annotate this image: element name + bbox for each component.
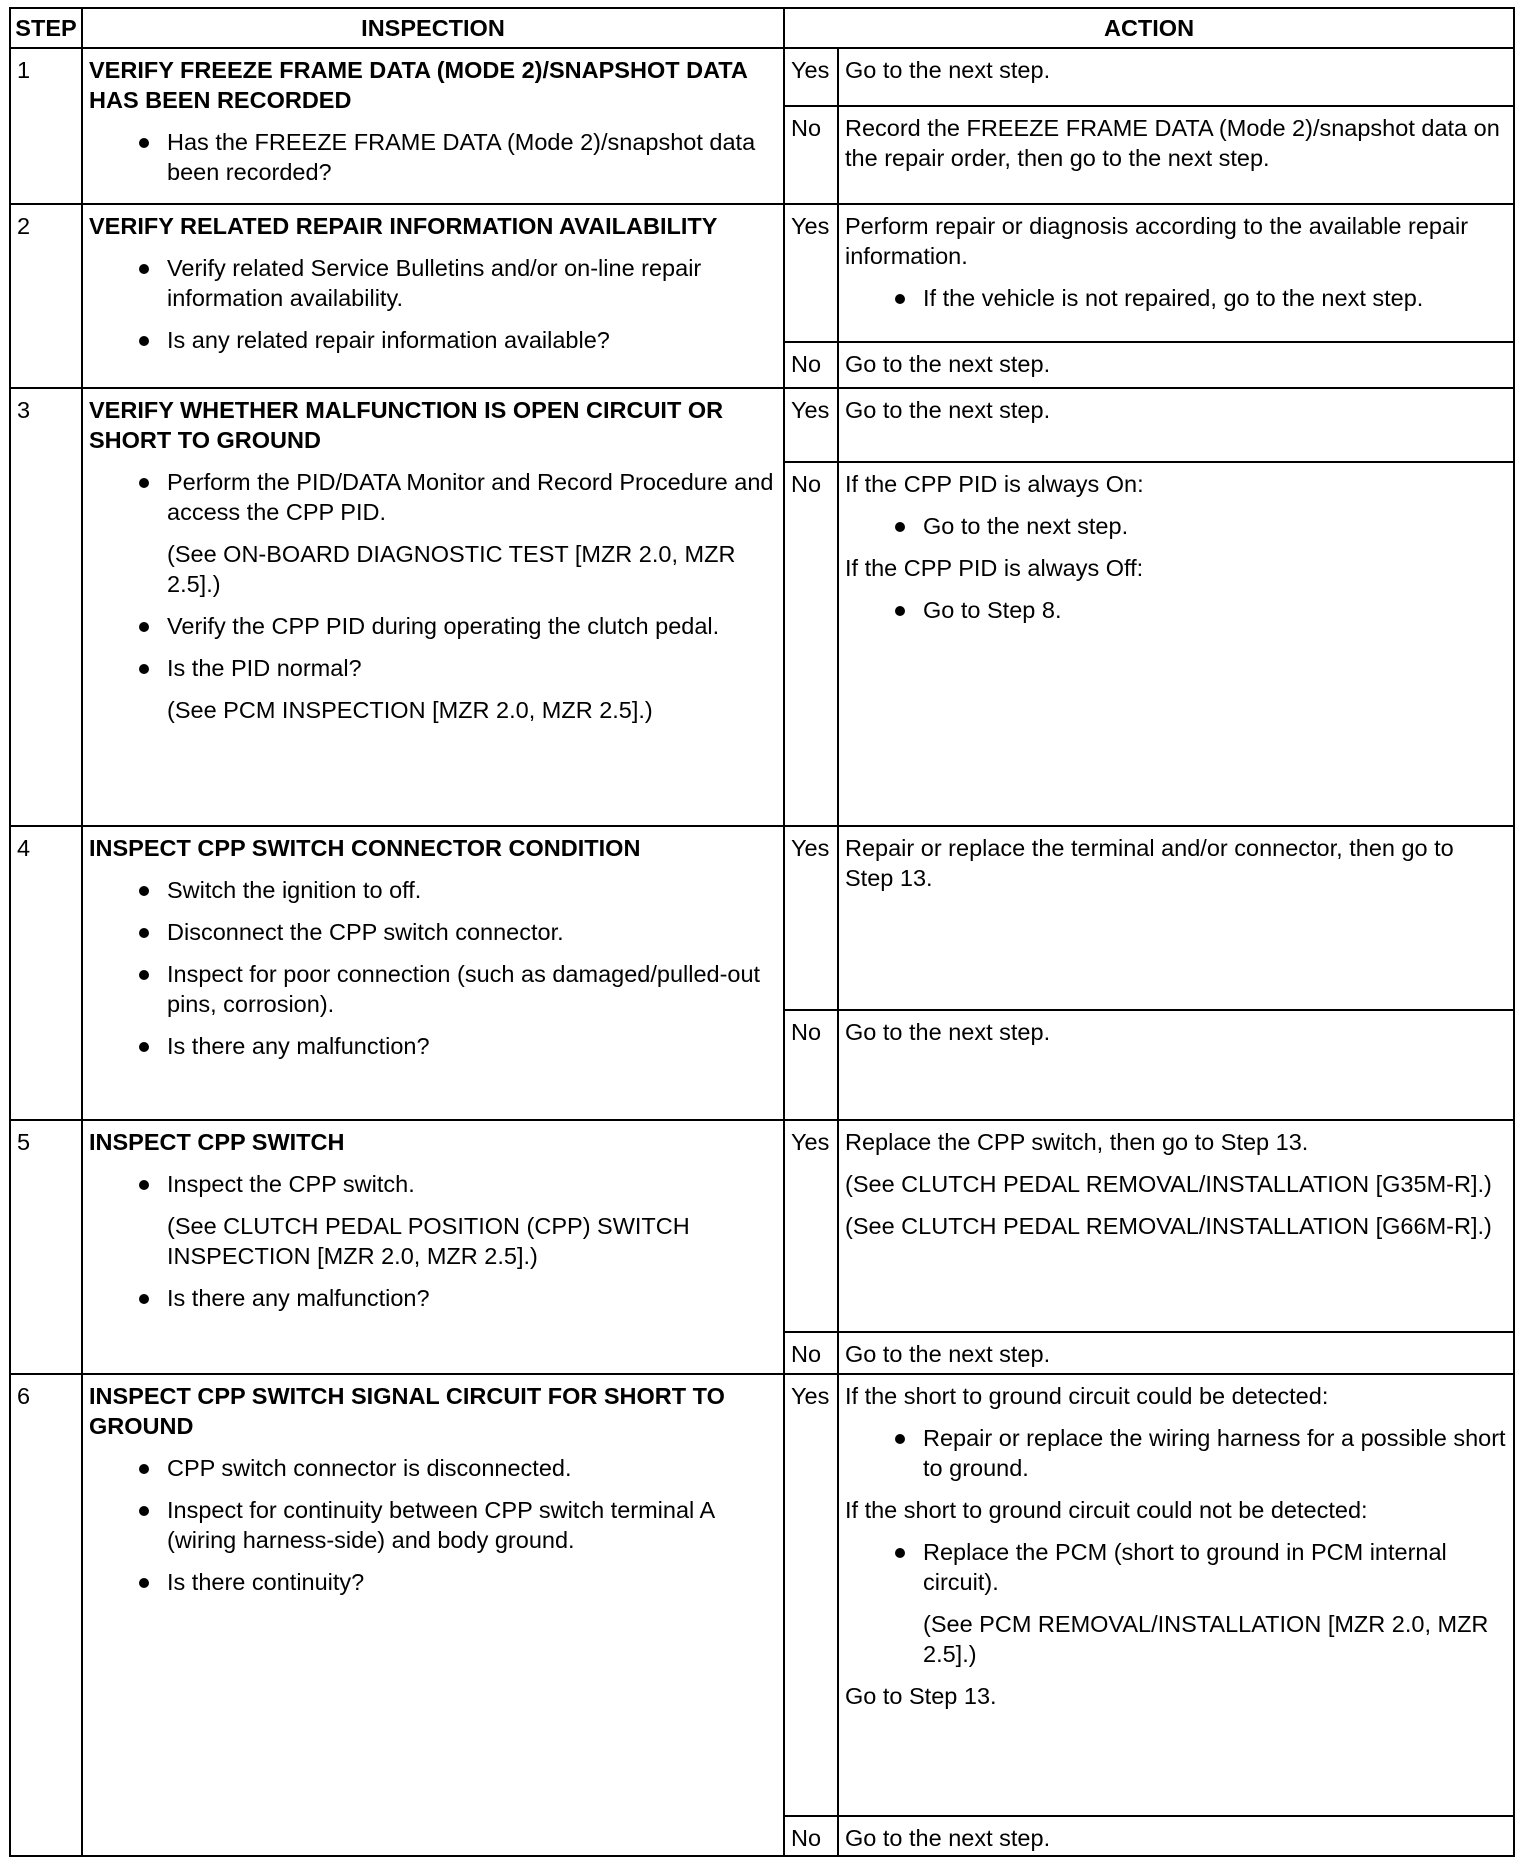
reference-note: (See CLUTCH PEDAL REMOVAL/INSTALLATION [G35M-R].) <box>845 1171 1492 1197</box>
step-number: 1 <box>10 48 82 204</box>
inspection-bullet: Switch the ignition to off. <box>89 875 777 905</box>
final-action: Go to Step 13. <box>845 1683 997 1709</box>
no-action: Go to the next step. <box>838 1816 1514 1856</box>
no-action: Go to the next step. <box>838 1332 1514 1374</box>
step-title: VERIFY FREEZE FRAME DATA (MODE 2)/SNAPSHOT DATA HAS BEEN RECORDED <box>89 57 748 113</box>
action-bullet: Repair or replace the wiring harness for a possible short to ground. <box>845 1423 1507 1483</box>
action-bullet: If the vehicle is not repaired, go to the next step. <box>845 283 1507 313</box>
yes-label: Yes <box>784 204 838 342</box>
step-5-yes-row <box>10 1120 1514 1332</box>
no-label: No <box>784 342 838 388</box>
no-action-cell <box>838 462 1514 826</box>
reference-note: (See ON-BOARD DIAGNOSTIC TEST [MZR 2.0, MZR 2.5].) <box>167 541 736 597</box>
step-2-inspection <box>82 204 784 388</box>
yes-label: Yes <box>784 48 838 106</box>
yes-action-cell <box>838 1120 1514 1332</box>
condition-text: If the short to ground circuit could not be detected: <box>845 1497 1368 1523</box>
no-action: Go to the next step. <box>838 1010 1514 1120</box>
step-title: VERIFY RELATED REPAIR INFORMATION AVAILABILITY <box>89 213 718 239</box>
action-bullet: Replace the PCM (short to ground in PCM internal circuit). <box>845 1537 1507 1597</box>
no-label: No <box>784 1010 838 1120</box>
step-2-yes-row <box>10 204 1514 342</box>
action-bullet: Go to the next step. <box>845 511 1507 541</box>
inspection-bullet: Inspect for continuity between CPP switch terminal A (wiring harness-side) and body ground. <box>89 1495 777 1555</box>
yes-action: Go to the next step. <box>838 48 1514 106</box>
condition-text: If the CPP PID is always On: <box>845 471 1144 497</box>
yes-action-cell <box>838 1374 1514 1816</box>
step-3-inspection <box>82 388 784 826</box>
no-action: Record the FREEZE FRAME DATA (Mode 2)/snapshot data on the repair order, then go to the next step. <box>838 106 1514 204</box>
step-1-yes-row <box>10 48 1514 106</box>
step-4-inspection <box>82 826 784 1120</box>
no-action: Go to the next step. <box>838 342 1514 388</box>
yes-label: Yes <box>784 1120 838 1332</box>
header-step: STEP <box>10 8 82 48</box>
inspection-bullet: Is there any malfunction? <box>89 1031 777 1061</box>
step-3-yes-row <box>10 388 1514 462</box>
yes-action: Replace the CPP switch, then go to Step 13. <box>845 1129 1309 1155</box>
inspection-bullet: Inspect the CPP switch. <box>89 1169 777 1199</box>
condition-text: If the short to ground circuit could be detected: <box>845 1383 1329 1409</box>
step-number: 2 <box>10 204 82 388</box>
yes-action: Go to the next step. <box>838 388 1514 462</box>
no-label: No <box>784 1332 838 1374</box>
step-number: 3 <box>10 388 82 826</box>
header-action: ACTION <box>784 8 1514 48</box>
inspection-bullet: Inspect for poor connection (such as damaged/pulled-out pins, corrosion). <box>89 959 777 1019</box>
action-bullet: Go to Step 8. <box>845 595 1507 625</box>
header-inspection: INSPECTION <box>82 8 784 48</box>
no-label: No <box>784 1816 838 1856</box>
step-6-inspection <box>82 1374 784 1856</box>
step-number: 6 <box>10 1374 82 1856</box>
inspection-bullet: CPP switch connector is disconnected. <box>89 1453 777 1483</box>
inspection-bullet: Verify related Service Bulletins and/or on-line repair information availability. <box>89 253 777 313</box>
reference-note: (See CLUTCH PEDAL REMOVAL/INSTALLATION [G66M-R].) <box>845 1213 1492 1239</box>
header-row <box>10 8 1514 48</box>
yes-action-cell <box>838 204 1514 342</box>
yes-label: Yes <box>784 388 838 462</box>
reference-note: (See PCM REMOVAL/INSTALLATION [MZR 2.0, MZR 2.5].) <box>923 1611 1489 1667</box>
inspection-bullet: Is the PID normal? <box>89 653 777 683</box>
yes-label: Yes <box>784 826 838 1010</box>
yes-label: Yes <box>784 1374 838 1816</box>
inspection-bullet: Is there any malfunction? <box>89 1283 777 1313</box>
yes-action: Repair or replace the terminal and/or connector, then go to Step 13. <box>838 826 1514 1010</box>
step-title: INSPECT CPP SWITCH <box>89 1129 345 1155</box>
diagnostic-table <box>9 7 1515 1857</box>
yes-action: Perform repair or diagnosis according to the available repair information. <box>845 213 1469 269</box>
step-number: 5 <box>10 1120 82 1374</box>
step-title: INSPECT CPP SWITCH CONNECTOR CONDITION <box>89 835 641 861</box>
inspection-bullet: Perform the PID/DATA Monitor and Record Procedure and access the CPP PID. <box>89 467 777 527</box>
step-4-yes-row <box>10 826 1514 1010</box>
inspection-bullet: Is any related repair information available? <box>89 325 777 355</box>
reference-note: (See PCM INSPECTION [MZR 2.0, MZR 2.5].) <box>167 697 653 723</box>
reference-note: (See CLUTCH PEDAL POSITION (CPP) SWITCH INSPECTION [MZR 2.0, MZR 2.5].) <box>167 1213 690 1269</box>
inspection-bullet: Disconnect the CPP switch connector. <box>89 917 777 947</box>
step-number: 4 <box>10 826 82 1120</box>
no-label: No <box>784 106 838 204</box>
step-6-yes-row <box>10 1374 1514 1816</box>
condition-text: If the CPP PID is always Off: <box>845 555 1144 581</box>
step-1-inspection <box>82 48 784 204</box>
step-5-inspection <box>82 1120 784 1374</box>
step-title: VERIFY WHETHER MALFUNCTION IS OPEN CIRCUIT OR SHORT TO GROUND <box>89 397 724 453</box>
inspection-bullet: Is there continuity? <box>89 1567 777 1597</box>
inspection-bullet: Has the FREEZE FRAME DATA (Mode 2)/snapshot data been recorded? <box>89 127 777 187</box>
inspection-bullet: Verify the CPP PID during operating the clutch pedal. <box>89 611 777 641</box>
step-title: INSPECT CPP SWITCH SIGNAL CIRCUIT FOR SHORT TO GROUND <box>89 1383 725 1439</box>
no-label: No <box>784 462 838 826</box>
